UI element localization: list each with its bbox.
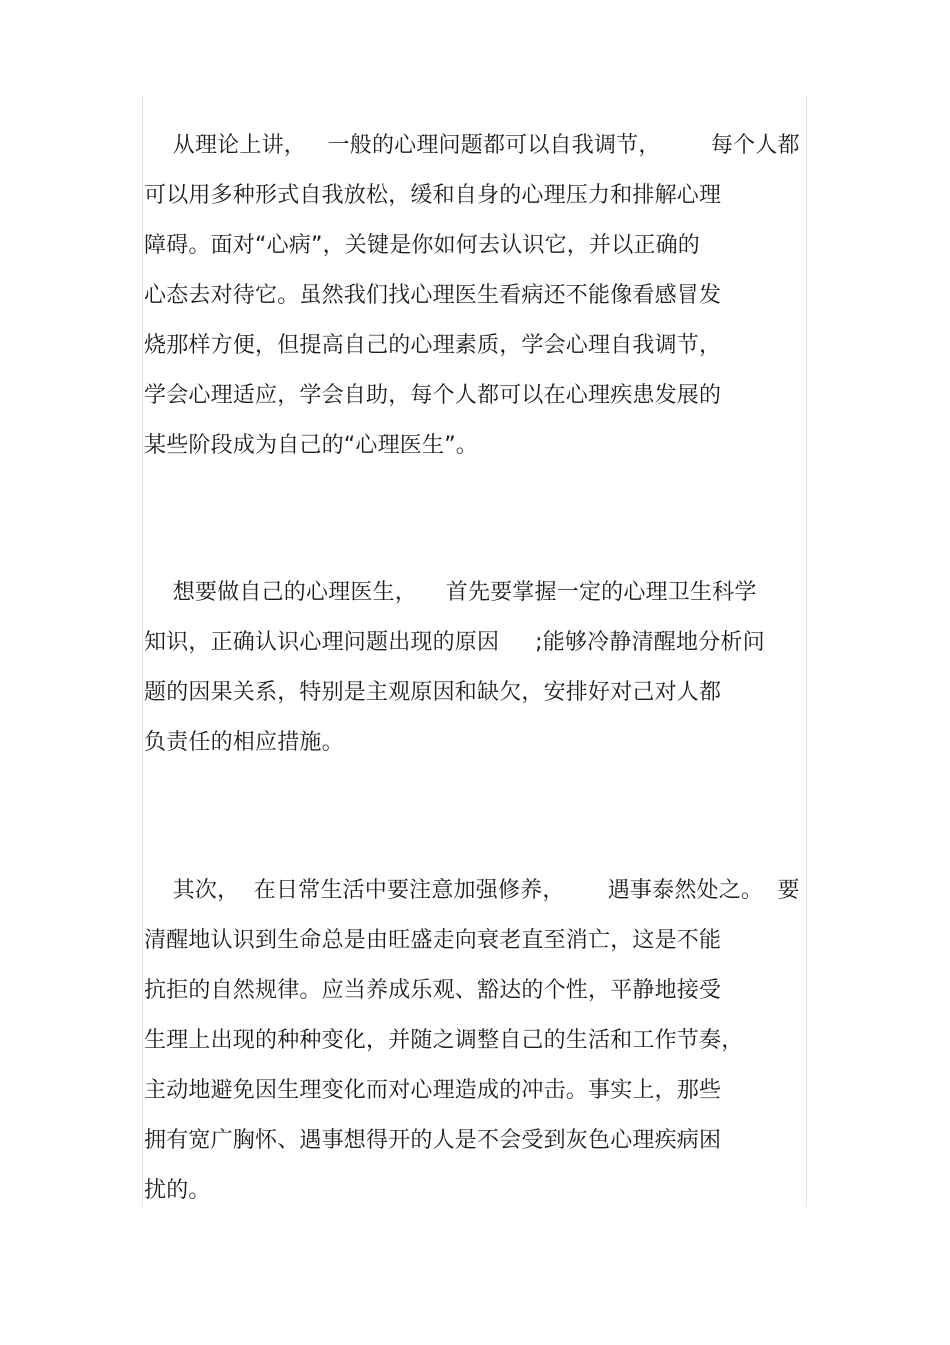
paragraph-line: 烧那样方便，但提高自己的心理素质，学会心理自我调节， <box>144 333 722 358</box>
paragraph-line: 知识，正确认识心理问题出现的原因 ;能够冷静清醒地分析问 <box>144 630 765 655</box>
paragraph-line: 主动地避免因生理变化而对心理造成的冲击。事实上，那些 <box>144 1078 722 1103</box>
paragraph-line: 题的因果关系，特别是主观原因和缺欠，安排好对己对人都 <box>144 680 722 705</box>
paragraph-line: 障碍。面对“心病”，关键是你如何去认识它，并以正确的 <box>144 233 700 258</box>
paragraph-line: 扰的。 <box>144 1178 211 1203</box>
paragraph-line: 生理上出现的种种变化，并随之调整自己的生活和工作节奏， <box>144 1028 744 1053</box>
paragraph-line: 抗拒的自然规律。应当养成乐观、豁达的个性，平静地接受 <box>144 978 722 1003</box>
page-left-border <box>142 95 143 1207</box>
paragraph-line: 想要做自己的心理医生， 首先要掌握一定的心理卫生科学 <box>144 580 757 605</box>
paragraph-line: 学会心理适应，学会自助，每个人都可以在心理疾患发展的 <box>144 383 722 408</box>
paragraph-line: 从理论上讲， 一般的心理问题都可以自我调节， 每个人都 <box>144 133 800 158</box>
paragraph-line: 心态去对待它。虽然我们找心理医生看病还不能像看感冒发 <box>144 283 722 308</box>
paragraph-line: 拥有宽广胸怀、遇事想得开的人是不会受到灰色心理疾病困 <box>144 1128 722 1153</box>
paragraph-line: 清醒地认识到生命总是由旺盛走向衰老直至消亡，这是不能 <box>144 928 722 953</box>
paragraph-line: 其次， 在日常生活中要注意加强修养， 遇事泰然处之。 要 <box>144 878 800 903</box>
page-right-border <box>806 95 807 1207</box>
paragraph-line: 某些阶段成为自己的“心理医生”。 <box>144 433 478 458</box>
paragraph-line: 负责任的相应措施。 <box>144 730 344 755</box>
paragraph-line: 可以用多种形式自我放松，缓和自身的心理压力和排解心理 <box>144 183 722 208</box>
